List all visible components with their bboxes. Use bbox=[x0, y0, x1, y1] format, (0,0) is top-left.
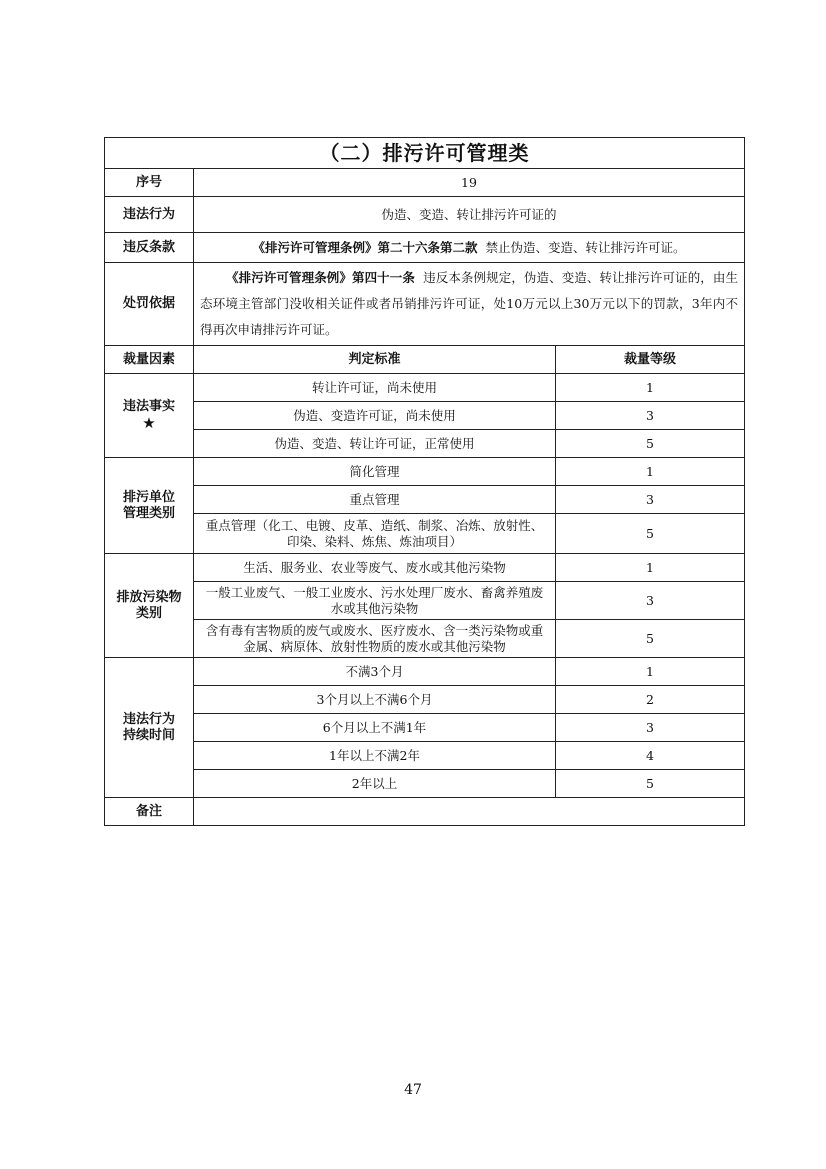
level-cell: 3 bbox=[556, 402, 745, 430]
table-title: （二）排污许可管理类 bbox=[105, 138, 745, 169]
criteria-cell: 一般工业废气、一般工业废水、污水处理厂废水、畜禽养殖废水或其他污染物 bbox=[194, 582, 556, 620]
table-row bbox=[105, 658, 745, 686]
level-cell: 3 bbox=[556, 714, 745, 742]
header-factor: 裁量因素 bbox=[105, 346, 194, 374]
criteria-cell: 1年以上不满2年 bbox=[194, 742, 556, 770]
table-row bbox=[105, 402, 745, 430]
level-cell: 1 bbox=[556, 554, 745, 582]
violation-label: 违法行为 bbox=[105, 197, 194, 233]
table-row bbox=[105, 714, 745, 742]
level-cell: 5 bbox=[556, 620, 745, 658]
level-cell: 1 bbox=[556, 458, 745, 486]
level-cell: 1 bbox=[556, 658, 745, 686]
remarks-label: 备注 bbox=[105, 798, 194, 826]
penalty-value bbox=[194, 263, 745, 346]
level-cell: 5 bbox=[556, 770, 745, 798]
criteria-cell: 重点管理（化工、电镀、皮革、造纸、制浆、冶炼、放射性、印染、染料、炼焦、炼油项目） bbox=[194, 514, 556, 554]
remarks-value bbox=[194, 798, 745, 826]
penalty-row bbox=[105, 263, 745, 346]
table-row bbox=[105, 554, 745, 582]
level-cell: 3 bbox=[556, 486, 745, 514]
factor-duration: 违法行为持续时间 bbox=[105, 658, 194, 798]
table-row bbox=[105, 742, 745, 770]
penalty-text: 违反本条例规定，伪造、变造、转让排污许可证的，由生态环境主管部门没收相关证件或者吊销排污许可证，处10万元以上30万元以下的罚款，3年内不得再次申请排污许可证。 bbox=[200, 270, 739, 337]
table-row bbox=[105, 770, 745, 798]
level-cell: 5 bbox=[556, 430, 745, 458]
criteria-cell: 含有毒有害物质的废气或废水、医疗废水、含一类污染物或重金属、病原体、放射性物质的废水或其他污染物 bbox=[194, 620, 556, 658]
criteria-cell: 3个月以上不满6个月 bbox=[194, 686, 556, 714]
level-cell: 1 bbox=[556, 374, 745, 402]
level-cell: 5 bbox=[556, 514, 745, 554]
clause-text: 禁止伪造、变造、转让排污许可证。 bbox=[485, 239, 686, 255]
criteria-cell: 生活、服务业、农业等废气、废水或其他污染物 bbox=[194, 554, 556, 582]
violation-row bbox=[105, 197, 745, 233]
table-row bbox=[105, 620, 745, 658]
criteria-cell: 简化管理 bbox=[194, 458, 556, 486]
clause-row bbox=[105, 233, 745, 263]
factor-violation-fact: 违法事实 ★ bbox=[105, 374, 194, 458]
level-cell: 4 bbox=[556, 742, 745, 770]
table-row bbox=[105, 458, 745, 486]
serial-value: 19 bbox=[194, 169, 745, 197]
clause-label: 违反条款 bbox=[105, 233, 194, 263]
serial-label: 序号 bbox=[105, 169, 194, 197]
table-row bbox=[105, 374, 745, 402]
title-row bbox=[105, 138, 745, 169]
table-row bbox=[105, 514, 745, 554]
remarks-row bbox=[105, 798, 745, 826]
header-criteria: 判定标准 bbox=[194, 346, 556, 374]
header-row bbox=[105, 346, 745, 374]
criteria-cell: 不满3个月 bbox=[194, 658, 556, 686]
star-icon: ★ bbox=[142, 413, 156, 432]
criteria-cell: 转让许可证，尚未使用 bbox=[194, 374, 556, 402]
criteria-cell: 2年以上 bbox=[194, 770, 556, 798]
header-level: 裁量等级 bbox=[556, 346, 745, 374]
clause-reference: 《排污许可管理条例》第二十六条第二款 bbox=[252, 239, 478, 255]
criteria-cell: 重点管理 bbox=[194, 486, 556, 514]
factor-management-category: 排污单位管理类别 bbox=[105, 458, 194, 554]
table-row bbox=[105, 582, 745, 620]
factor-pollutant-category: 排放污染物类别 bbox=[105, 554, 194, 658]
table-row bbox=[105, 686, 745, 714]
page-number: 47 bbox=[404, 1082, 422, 1098]
level-cell: 3 bbox=[556, 582, 745, 620]
table-row bbox=[105, 430, 745, 458]
penalty-reference: 《排污许可管理条例》第四十一条 bbox=[226, 270, 415, 285]
criteria-cell: 伪造、变造、转让许可证，正常使用 bbox=[194, 430, 556, 458]
violation-value: 伪造、变造、转让排污许可证的 bbox=[194, 197, 745, 233]
discretion-table bbox=[104, 137, 745, 826]
clause-value bbox=[194, 233, 745, 263]
penalty-label: 处罚依据 bbox=[105, 263, 194, 346]
level-cell: 2 bbox=[556, 686, 745, 714]
criteria-cell: 伪造、变造许可证，尚未使用 bbox=[194, 402, 556, 430]
table-row bbox=[105, 486, 745, 514]
criteria-cell: 6个月以上不满1年 bbox=[194, 714, 556, 742]
serial-row bbox=[105, 169, 745, 197]
